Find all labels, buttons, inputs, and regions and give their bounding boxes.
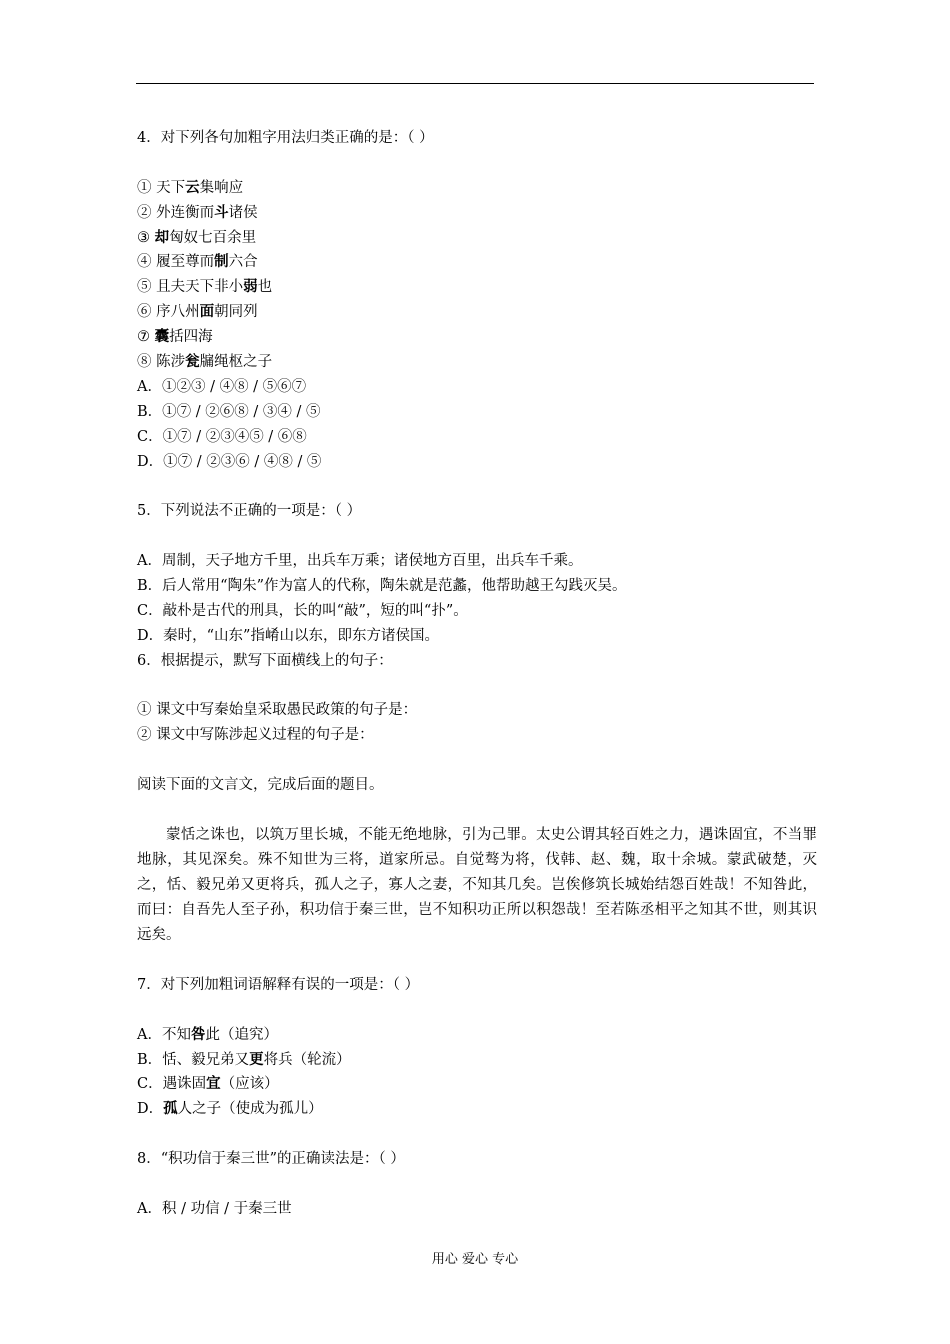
- page-footer: 用心 爱心 专心: [431, 1252, 519, 1267]
- q4-item: ⑤ 且夫天下非小弱也: [137, 278, 273, 296]
- q7-option: D．孤人之子（使成为孤儿）: [137, 1100, 323, 1118]
- q8-option: A．积 / 功信 / 于秦三世: [137, 1200, 292, 1217]
- q4-item: ④ 履至尊而制六合: [137, 253, 258, 271]
- q4-option: A．①②③ / ④⑧ / ⑤⑥⑦: [137, 378, 307, 395]
- q5-option: C．敲朴是古代的刑具，长的叫“敲”，短的叫“扑”。: [137, 602, 468, 619]
- q4-option: B．①⑦ / ②⑥⑧ / ③④ / ⑤: [137, 403, 321, 420]
- page-content: [137, 126, 817, 1222]
- q5-option: B．后人常用“陶朱”作为富人的代称，陶朱就是范蠡，他帮助越王勾践灭吴。: [137, 578, 627, 595]
- q8-title: 8．“积功信于秦三世”的正确读法是：（ ）: [137, 1151, 405, 1168]
- q4-title: 4．对下列各句加粗字用法归类正确的是：（ ）: [137, 130, 434, 146]
- q4-item: ⑥ 序八州面朝同列: [137, 303, 258, 321]
- q4-item: ② 外连衡而斗诸侯: [137, 203, 258, 221]
- header-rule: [136, 83, 814, 84]
- q7-title: 7．对下列加粗词语解释有误的一项是：（ ）: [137, 976, 420, 993]
- q4-item: ③ 却匈奴七百余里: [137, 228, 257, 246]
- q4-option: D．①⑦ / ②③⑥ / ④⑧ / ⑤: [137, 453, 322, 470]
- q4-item: ⑦ 囊括四海: [137, 328, 213, 346]
- q5-title: 5．下列说法不正确的一项是：（ ）: [137, 503, 362, 520]
- q4-item: ⑧ 陈涉瓮牖绳枢之子: [137, 353, 273, 371]
- q4-item: ① 天下云集响应: [137, 178, 244, 196]
- reading-intro: 阅读下面的文言文，完成后面的题目。: [137, 777, 384, 794]
- q6-item: ② 课文中写陈涉起义过程的句子是：: [137, 727, 374, 744]
- q4-option: C．①⑦ / ②③④⑤ / ⑥⑧: [137, 428, 307, 445]
- q7-option: B．恬、毅兄弟又更将兵（轮流）: [137, 1050, 351, 1068]
- q7-option: C．遇诛固宜（应该）: [137, 1075, 279, 1093]
- q6-item: ① 课文中写秦始皇采取愚民政策的句子是：: [137, 702, 418, 719]
- q5-option: D．秦时，“山东”指崤山以东，即东方诸侯国。: [137, 627, 439, 644]
- q5-option: A．周制，天子地方千里，出兵车万乘；诸侯地方百里，出兵车千乘。: [137, 553, 583, 570]
- q7-option: A．不知咎此（追究）: [137, 1025, 278, 1043]
- reading-passage: 蒙恬之诛也，以筑万里长城，不能无绝地脉，引为己罪。太史公谓其轻百姓之力，遇诛固宜，不当罪地脉，其见深矣。殊不知世为三将，道家所忌。自觉骜为将，伐韩、赵、魏，取十余城。蒙武破楚，灭之，恬、毅兄弟又更将兵，孤人之子，寡人之妻，不知其几矣。岂俟修筑长城始结怨百姓哉！不知咎此，而曰：自吾先人至子孙，积功信于秦三世，岂不知积功正所以积怨哉！至若陈丞相平之知其不世，则其识远矣。: [137, 826, 817, 943]
- q6-title: 6．根据提示，默写下面横线上的句子：: [137, 652, 393, 669]
